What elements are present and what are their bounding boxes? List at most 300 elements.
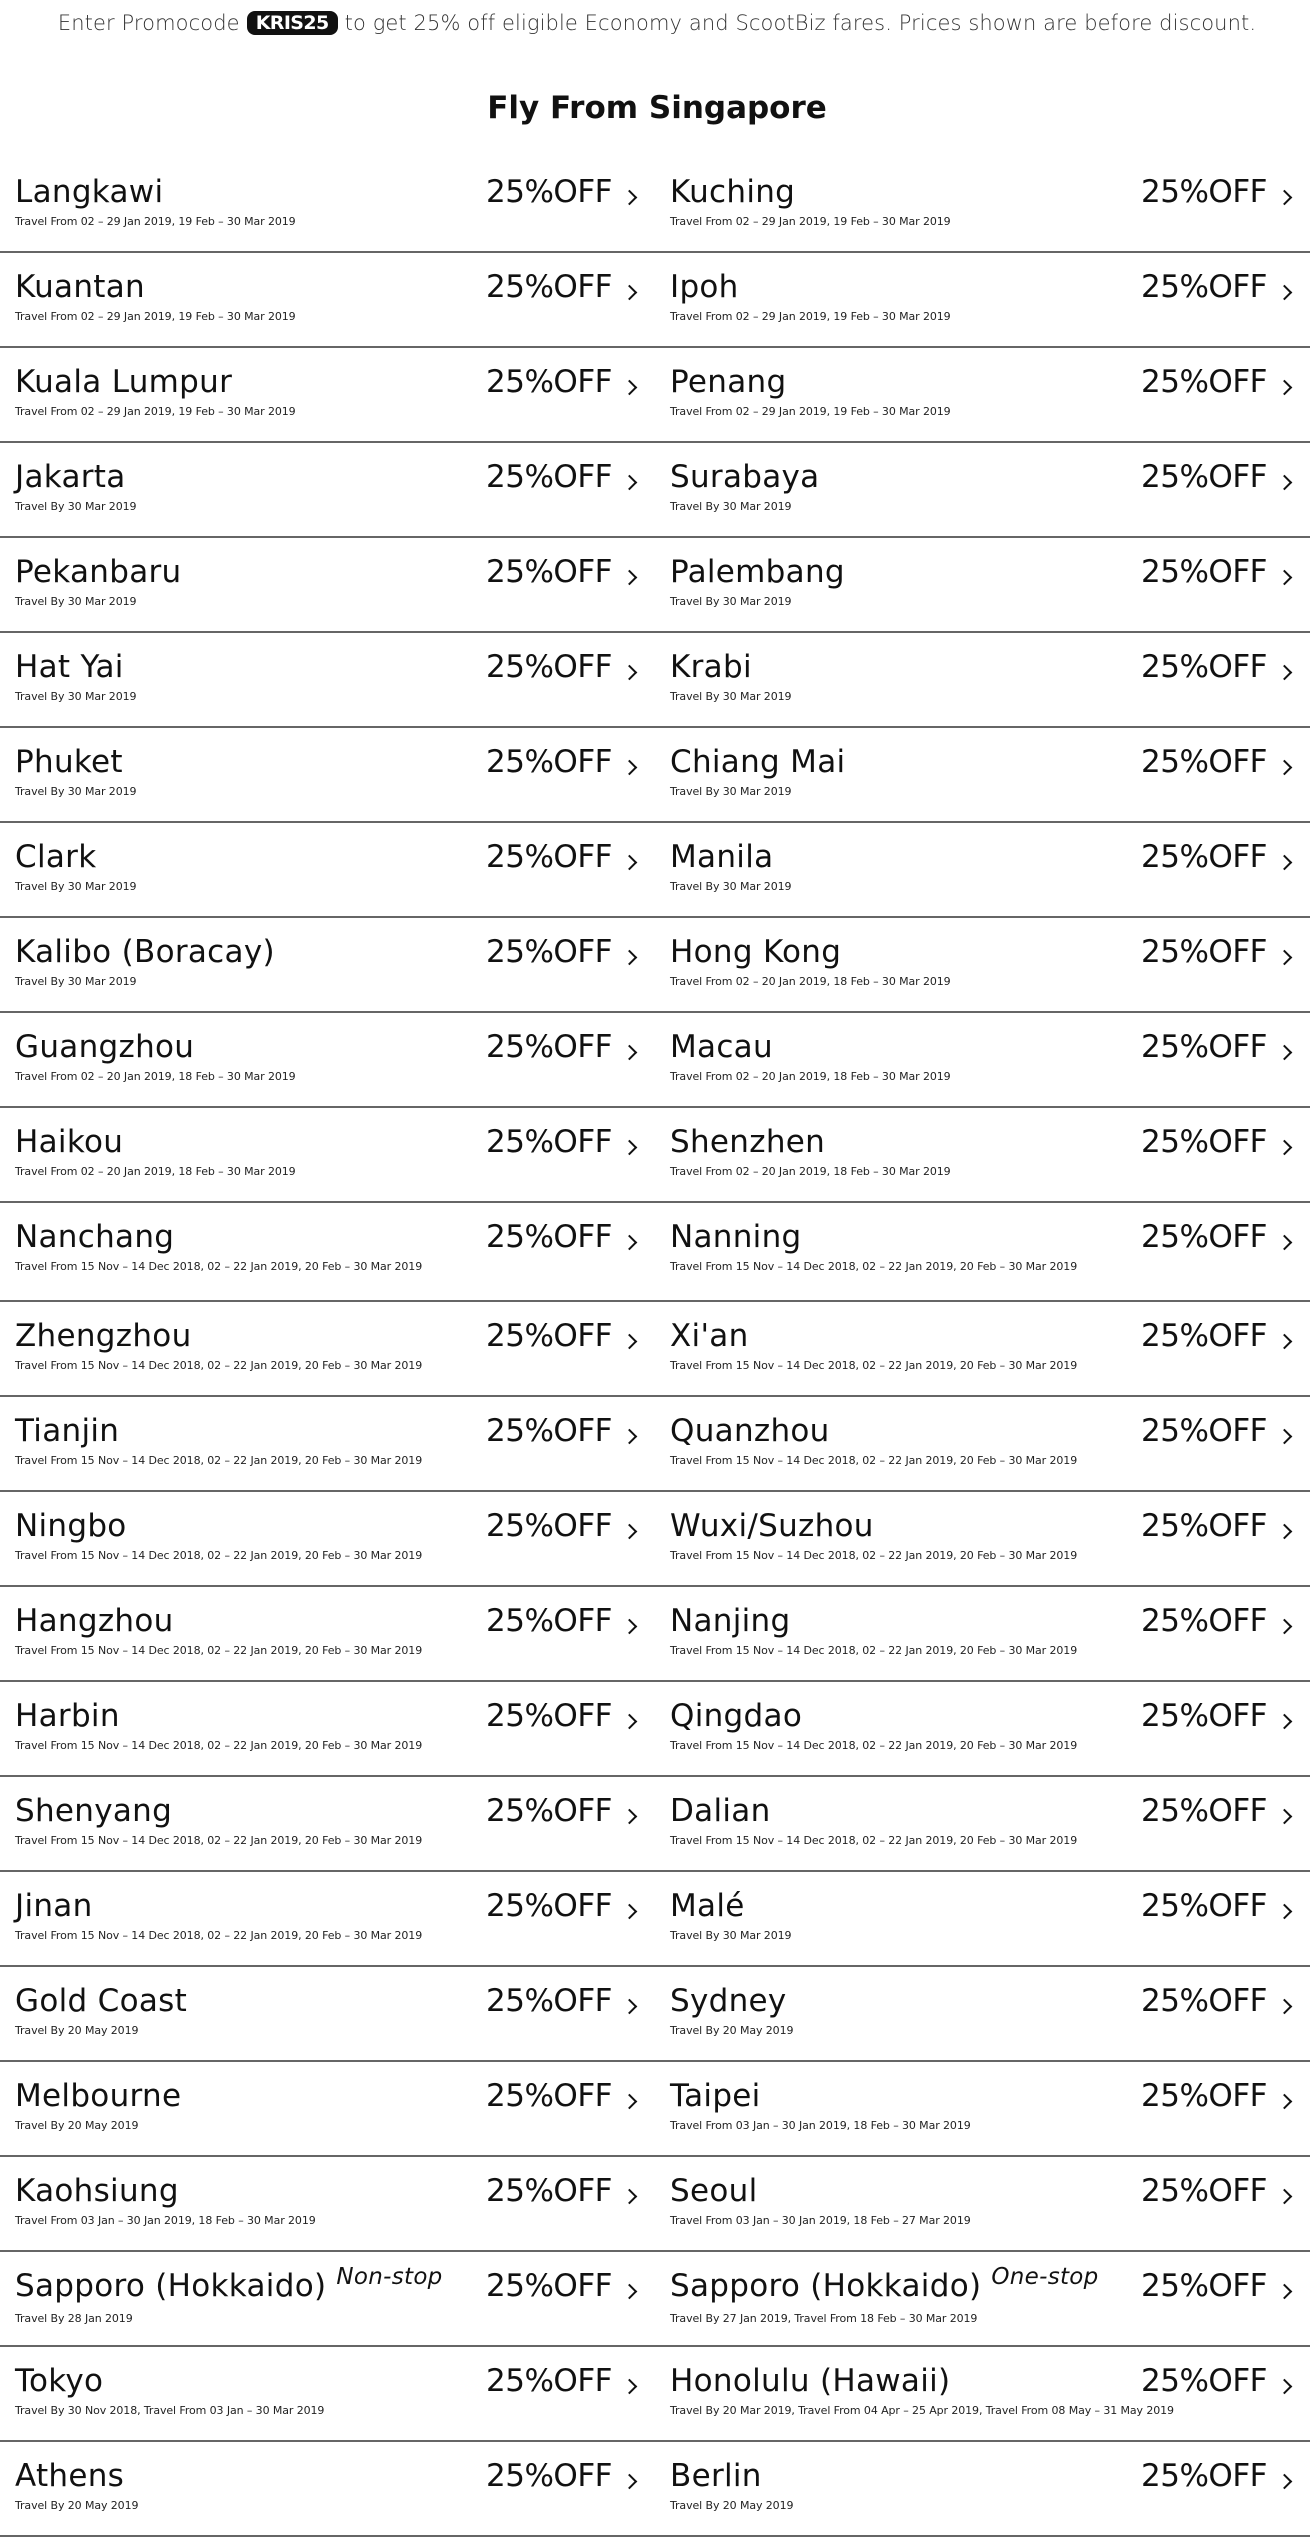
discount-link[interactable] [486, 2172, 635, 2210]
destination-name-text: Wuxi/Suzhou [670, 1508, 874, 1544]
discount-label: 25%OFF [486, 1793, 612, 1829]
destination-card[interactable] [655, 633, 1310, 726]
promocode-badge: KRIS25 [247, 11, 338, 35]
chevron-right-icon [622, 1903, 638, 1919]
chevron-right-icon [622, 189, 638, 205]
destination-card[interactable] [0, 1397, 655, 1490]
destination-row [0, 538, 1310, 633]
destination-name-text: Taipei [670, 2078, 761, 2114]
discount-link[interactable] [486, 1317, 635, 1355]
discount-label: 25%OFF [486, 2458, 612, 2494]
destination-card[interactable] [655, 1203, 1310, 1300]
discount-label: 25%OFF [486, 554, 612, 590]
discount-label: 25%OFF [486, 1413, 612, 1449]
destination-row [0, 918, 1310, 1013]
travel-dates: Travel By 20 May 2019 [670, 2499, 794, 2512]
destination-card[interactable] [0, 918, 655, 1011]
travel-dates: Travel From 03 Jan – 30 Jan 2019, 18 Feb – 27 Mar 2019 [670, 2214, 971, 2227]
destination-name-text: Ipoh [670, 269, 739, 305]
chevron-right-icon [622, 2473, 638, 2489]
destination-name-text: Haikou [15, 1124, 124, 1160]
destination-name-text: Qingdao [670, 1698, 803, 1734]
chevron-right-icon [622, 2093, 638, 2109]
destination-card[interactable] [0, 2252, 655, 2345]
discount-label: 25%OFF [1141, 1413, 1267, 1449]
destination-name-text: Nanjing [670, 1603, 791, 1639]
chevron-right-icon [1277, 284, 1293, 300]
discount-link[interactable] [1141, 1697, 1290, 1735]
destination-card[interactable] [655, 2252, 1310, 2345]
chevron-right-icon [1277, 2093, 1293, 2109]
destination-row [0, 1302, 1310, 1397]
discount-label: 25%OFF [1141, 1698, 1267, 1734]
discount-link[interactable] [486, 1028, 635, 1066]
travel-dates: Travel By 30 Mar 2019 [15, 595, 137, 608]
discount-link[interactable] [1141, 933, 1290, 971]
travel-dates: Travel From 15 Nov – 14 Dec 2018, 02 – 22 Jan 2019, 20 Feb – 30 Mar 2019 [15, 1454, 423, 1467]
destination-name-text: Berlin [670, 2458, 762, 2494]
destination-card[interactable] [655, 1108, 1310, 1201]
destination-card[interactable] [655, 1013, 1310, 1106]
chevron-right-icon [1277, 189, 1293, 205]
travel-dates: Travel From 02 – 20 Jan 2019, 18 Feb – 30 Mar 2019 [670, 975, 951, 988]
discount-link[interactable] [1141, 1317, 1290, 1355]
destination-card[interactable] [655, 2442, 1310, 2535]
destination-card[interactable] [655, 158, 1310, 251]
discount-label: 25%OFF [1141, 1219, 1267, 1255]
destination-name-text: Quanzhou [670, 1413, 830, 1449]
discount-label: 25%OFF [486, 1888, 612, 1924]
destination-card[interactable] [655, 2157, 1310, 2250]
travel-dates: Travel By 30 Mar 2019 [670, 500, 792, 513]
destination-row [0, 1587, 1310, 1682]
discount-label: 25%OFF [486, 1983, 612, 2019]
destination-row [0, 1108, 1310, 1203]
travel-dates: Travel From 15 Nov – 14 Dec 2018, 02 – 22 Jan 2019, 20 Feb – 30 Mar 2019 [15, 1260, 423, 1273]
discount-label: 25%OFF [1141, 269, 1267, 305]
chevron-right-icon [1277, 2378, 1293, 2394]
discount-label: 25%OFF [1141, 934, 1267, 970]
travel-dates: Travel From 03 Jan – 30 Jan 2019, 18 Feb – 30 Mar 2019 [15, 2214, 316, 2227]
chevron-right-icon [1277, 2283, 1293, 2299]
destination-name-text: Palembang [670, 554, 845, 590]
destination-name-text: Xi'an [670, 1318, 749, 1354]
chevron-right-icon [1277, 379, 1293, 395]
promo-suffix: to get 25% off eligible Economy and ScootBiz fares. Prices shown are before discount. [344, 11, 1257, 35]
travel-dates: Travel From 02 – 29 Jan 2019, 19 Feb – 30 Mar 2019 [15, 310, 296, 323]
travel-dates: Travel From 02 – 29 Jan 2019, 19 Feb – 30 Mar 2019 [670, 310, 951, 323]
discount-link[interactable] [486, 268, 635, 306]
chevron-right-icon [622, 569, 638, 585]
discount-label: 25%OFF [486, 459, 612, 495]
destination-card[interactable] [655, 443, 1310, 536]
discount-label: 25%OFF [486, 1698, 612, 1734]
chevron-right-icon [622, 474, 638, 490]
chevron-right-icon [1277, 1998, 1293, 2014]
destination-row [0, 2062, 1310, 2157]
discount-link[interactable] [1141, 1507, 1290, 1545]
destination-card[interactable] [0, 1108, 655, 1201]
travel-dates: Travel By 30 Mar 2019 [670, 690, 792, 703]
destination-name-text: Phuket [15, 744, 123, 780]
travel-dates: Travel By 30 Mar 2019 [670, 1929, 792, 1942]
destination-name-text: Hong Kong [670, 934, 842, 970]
travel-dates: Travel By 20 Mar 2019, Travel From 04 Apr – 25 Apr 2019, Travel From 08 May – 31 May 2019 [670, 2404, 1174, 2417]
chevron-right-icon [1277, 1044, 1293, 1060]
discount-label: 25%OFF [1141, 1888, 1267, 1924]
destinations-grid [0, 158, 1314, 2537]
destination-card[interactable] [0, 443, 655, 536]
discount-label: 25%OFF [1141, 2363, 1267, 2399]
discount-link[interactable] [486, 1218, 635, 1256]
destination-name-text: Nanchang [15, 1219, 175, 1255]
travel-dates: Travel By 30 Mar 2019 [670, 785, 792, 798]
chevron-right-icon [622, 2378, 638, 2394]
discount-link[interactable] [486, 1697, 635, 1735]
destination-name-text: Ningbo [15, 1508, 127, 1544]
destination-card[interactable] [0, 1872, 655, 1965]
travel-dates: Travel From 02 – 20 Jan 2019, 18 Feb – 30 Mar 2019 [670, 1165, 951, 1178]
discount-label: 25%OFF [486, 2363, 612, 2399]
chevron-right-icon [622, 854, 638, 870]
destination-card[interactable] [655, 253, 1310, 346]
destination-name-text: Shenyang [15, 1793, 173, 1829]
discount-link[interactable] [1141, 1982, 1290, 2020]
chevron-right-icon [622, 1618, 638, 1634]
destination-name-text: Kaohsiung [15, 2173, 179, 2209]
discount-link[interactable] [1141, 1123, 1290, 1161]
discount-link[interactable] [1141, 1218, 1290, 1256]
chevron-right-icon [1277, 2188, 1293, 2204]
destination-name-text: Honolulu (Hawaii) [670, 2363, 951, 2399]
destination-card[interactable] [655, 538, 1310, 631]
discount-link[interactable] [486, 2267, 635, 2305]
destination-card[interactable] [0, 1587, 655, 1680]
destination-row [0, 1397, 1310, 1492]
destination-card[interactable] [655, 1587, 1310, 1680]
travel-dates: Travel From 15 Nov – 14 Dec 2018, 02 – 22 Jan 2019, 20 Feb – 30 Mar 2019 [670, 1454, 1078, 1467]
chevron-right-icon [622, 1044, 638, 1060]
chevron-right-icon [622, 1333, 638, 1349]
destination-name-text: Surabaya [670, 459, 820, 495]
destination-card[interactable] [0, 158, 655, 251]
chevron-right-icon [1277, 1713, 1293, 1729]
discount-link[interactable] [1141, 363, 1290, 401]
chevron-right-icon [1277, 1333, 1293, 1349]
chevron-right-icon [622, 1428, 638, 1444]
travel-dates: Travel By 30 Mar 2019 [15, 500, 137, 513]
destination-name-text: Tianjin [15, 1413, 120, 1449]
chevron-right-icon [1277, 949, 1293, 965]
discount-label: 25%OFF [1141, 174, 1267, 210]
destination-name-text: Macau [670, 1029, 773, 1065]
discount-link[interactable] [1141, 1412, 1290, 1450]
discount-label: 25%OFF [1141, 2078, 1267, 2114]
travel-dates: Travel From 15 Nov – 14 Dec 2018, 02 – 22 Jan 2019, 20 Feb – 30 Mar 2019 [15, 1549, 423, 1562]
destination-name-text: Athens [15, 2458, 125, 2494]
travel-dates: Travel By 30 Nov 2018, Travel From 03 Jan – 30 Mar 2019 [15, 2404, 325, 2417]
travel-dates: Travel By 30 Mar 2019 [15, 975, 137, 988]
promo-prefix: Enter Promocode [57, 11, 240, 35]
destination-card[interactable] [655, 918, 1310, 1011]
chevron-right-icon [1277, 759, 1293, 775]
discount-label: 25%OFF [486, 174, 612, 210]
destination-card[interactable] [655, 1777, 1310, 1870]
discount-label: 25%OFF [486, 744, 612, 780]
destination-card[interactable] [0, 728, 655, 821]
discount-link[interactable] [486, 838, 635, 876]
discount-link[interactable] [486, 173, 635, 211]
destination-card[interactable] [655, 1492, 1310, 1585]
discount-link[interactable] [486, 1412, 635, 1450]
travel-dates: Travel From 15 Nov – 14 Dec 2018, 02 – 22 Jan 2019, 20 Feb – 30 Mar 2019 [670, 1644, 1078, 1657]
discount-link[interactable] [1141, 2362, 1290, 2400]
destination-card[interactable] [655, 1302, 1310, 1395]
discount-label: 25%OFF [1141, 649, 1267, 685]
travel-dates: Travel By 30 Mar 2019 [670, 595, 792, 608]
destination-name-text: Jakarta [15, 459, 126, 495]
discount-label: 25%OFF [486, 934, 612, 970]
destination-name-text: Manila [670, 839, 774, 875]
destination-row [0, 1777, 1310, 1872]
destination-card[interactable] [0, 1302, 655, 1395]
destination-name-text: Malé [670, 1888, 745, 1924]
discount-label: 25%OFF [1141, 744, 1267, 780]
discount-link[interactable] [486, 2077, 635, 2115]
chevron-right-icon [622, 2283, 638, 2299]
chevron-right-icon [622, 759, 638, 775]
destination-name-text: Gold Coast [15, 1983, 188, 2019]
discount-link[interactable] [486, 1982, 635, 2020]
destination-row [0, 1203, 1310, 1302]
discount-link[interactable] [1141, 1602, 1290, 1640]
discount-link[interactable] [1141, 2457, 1290, 2495]
destination-name-text: Jinan [15, 1888, 93, 1924]
chevron-right-icon [622, 2188, 638, 2204]
destination-card[interactable] [0, 2442, 655, 2535]
discount-label: 25%OFF [1141, 1318, 1267, 1354]
discount-label: 25%OFF [1141, 1124, 1267, 1160]
destination-card[interactable] [0, 348, 655, 441]
discount-link[interactable] [486, 553, 635, 591]
discount-label: 25%OFF [486, 2173, 612, 2209]
chevron-right-icon [1277, 474, 1293, 490]
destination-row [0, 1967, 1310, 2062]
travel-dates: Travel From 02 – 20 Jan 2019, 18 Feb – 30 Mar 2019 [670, 1070, 951, 1083]
discount-label: 25%OFF [486, 839, 612, 875]
destination-card[interactable] [0, 253, 655, 346]
destination-name-text: Dalian [670, 1793, 771, 1829]
travel-dates: Travel From 15 Nov – 14 Dec 2018, 02 – 22 Jan 2019, 20 Feb – 30 Mar 2019 [15, 1359, 423, 1372]
travel-dates: Travel From 02 – 20 Jan 2019, 18 Feb – 30 Mar 2019 [15, 1165, 296, 1178]
discount-label: 25%OFF [486, 2268, 612, 2304]
discount-label: 25%OFF [486, 364, 612, 400]
discount-link[interactable] [1141, 838, 1290, 876]
destination-row [0, 253, 1310, 348]
discount-link[interactable] [1141, 648, 1290, 686]
discount-label: 25%OFF [1141, 459, 1267, 495]
destination-row [0, 1872, 1310, 1967]
destination-name-text: Hat Yai [15, 649, 124, 685]
discount-label: 25%OFF [486, 1219, 612, 1255]
chevron-right-icon [622, 1713, 638, 1729]
destination-name-text: Kuantan [15, 269, 145, 305]
discount-link[interactable] [1141, 553, 1290, 591]
travel-dates: Travel By 30 Mar 2019 [670, 880, 792, 893]
travel-dates: Travel By 28 Jan 2019 [15, 2312, 133, 2325]
discount-link[interactable] [486, 363, 635, 401]
destination-card[interactable] [655, 2347, 1310, 2440]
destination-name-text: Shenzhen [670, 1124, 826, 1160]
travel-dates: Travel By 30 Mar 2019 [15, 880, 137, 893]
destination-name-text: Harbin [15, 1698, 120, 1734]
destination-row [0, 728, 1310, 823]
destination-name-text: Langkawi [15, 174, 164, 210]
destination-row [0, 158, 1310, 253]
travel-dates: Travel By 30 Mar 2019 [15, 690, 137, 703]
destination-name-text: Zhengzhou [15, 1318, 192, 1354]
discount-link[interactable] [1141, 1792, 1290, 1830]
discount-link[interactable] [1141, 458, 1290, 496]
chevron-right-icon [1277, 1618, 1293, 1634]
destination-card[interactable] [655, 1872, 1310, 1965]
destination-row [0, 823, 1310, 918]
chevron-right-icon [622, 1808, 638, 1824]
destination-row [0, 348, 1310, 443]
destination-row [0, 2157, 1310, 2252]
destination-name-text: Melbourne [15, 2078, 182, 2114]
travel-dates: Travel From 15 Nov – 14 Dec 2018, 02 – 22 Jan 2019, 20 Feb – 30 Mar 2019 [670, 1549, 1078, 1562]
discount-label: 25%OFF [1141, 1029, 1267, 1065]
destination-card[interactable] [0, 633, 655, 726]
destination-card[interactable] [0, 1203, 655, 1300]
destination-name-text: Kuala Lumpur [15, 364, 233, 400]
discount-label: 25%OFF [1141, 364, 1267, 400]
destination-card[interactable] [0, 1777, 655, 1870]
travel-dates: Travel From 15 Nov – 14 Dec 2018, 02 – 22 Jan 2019, 20 Feb – 30 Mar 2019 [15, 1834, 423, 1847]
chevron-right-icon [622, 949, 638, 965]
destination-card[interactable] [0, 1967, 655, 2060]
destination-name-text: Nanning [670, 1219, 802, 1255]
destination-card[interactable] [0, 2157, 655, 2250]
discount-label: 25%OFF [486, 1603, 612, 1639]
travel-dates: Travel By 20 May 2019 [15, 2024, 139, 2037]
discount-link[interactable] [1141, 268, 1290, 306]
discount-link[interactable] [486, 648, 635, 686]
discount-label: 25%OFF [1141, 554, 1267, 590]
discount-link[interactable] [486, 2362, 635, 2400]
discount-link[interactable] [1141, 1028, 1290, 1066]
discount-label: 25%OFF [486, 1029, 612, 1065]
destination-name-text: Pekanbaru [15, 554, 182, 590]
discount-link[interactable] [486, 2457, 635, 2495]
chevron-right-icon [1277, 1808, 1293, 1824]
chevron-right-icon [1277, 569, 1293, 585]
destination-card[interactable] [655, 728, 1310, 821]
discount-link[interactable] [1141, 2077, 1290, 2115]
chevron-right-icon [1277, 664, 1293, 680]
chevron-right-icon [622, 284, 638, 300]
travel-dates: Travel From 15 Nov – 14 Dec 2018, 02 – 22 Jan 2019, 20 Feb – 30 Mar 2019 [670, 1834, 1078, 1847]
travel-dates: Travel From 02 – 29 Jan 2019, 19 Feb – 30 Mar 2019 [15, 215, 296, 228]
chevron-right-icon [622, 1139, 638, 1155]
discount-label: 25%OFF [1141, 1508, 1267, 1544]
destination-card[interactable] [655, 348, 1310, 441]
destination-name-text: Sapporo (Hokkaido) [15, 2268, 327, 2304]
travel-dates: Travel From 15 Nov – 14 Dec 2018, 02 – 22 Jan 2019, 20 Feb – 30 Mar 2019 [15, 1739, 423, 1752]
discount-link[interactable] [486, 743, 635, 781]
travel-dates: Travel By 30 Mar 2019 [15, 785, 137, 798]
destination-card[interactable] [0, 823, 655, 916]
destination-name-text: Clark [15, 839, 97, 875]
travel-dates: Travel From 02 – 20 Jan 2019, 18 Feb – 30 Mar 2019 [15, 1070, 296, 1083]
travel-dates: Travel From 03 Jan – 30 Jan 2019, 18 Feb – 30 Mar 2019 [670, 2119, 971, 2132]
discount-link[interactable] [1141, 173, 1290, 211]
travel-dates: Travel By 20 May 2019 [15, 2119, 139, 2132]
discount-link[interactable] [486, 1602, 635, 1640]
discount-link[interactable] [486, 933, 635, 971]
travel-dates: Travel By 20 May 2019 [670, 2024, 794, 2037]
destination-card[interactable] [0, 1682, 655, 1775]
travel-dates: Travel From 15 Nov – 14 Dec 2018, 02 – 22 Jan 2019, 20 Feb – 30 Mar 2019 [670, 1359, 1078, 1372]
destination-card[interactable] [655, 1682, 1310, 1775]
destination-name-text: Hangzhou [15, 1603, 174, 1639]
destination-row [0, 1013, 1310, 1108]
destination-name-text: Kuching [670, 174, 796, 210]
destination-card[interactable] [0, 2347, 655, 2440]
chevron-right-icon [1277, 854, 1293, 870]
discount-link[interactable] [1141, 743, 1290, 781]
destination-card[interactable] [655, 1397, 1310, 1490]
discount-label: 25%OFF [1141, 1793, 1267, 1829]
discount-link[interactable] [1141, 2267, 1290, 2305]
destination-card[interactable] [655, 823, 1310, 916]
destination-name-text: Tokyo [15, 2363, 104, 2399]
travel-dates: Travel From 15 Nov – 14 Dec 2018, 02 – 22 Jan 2019, 20 Feb – 30 Mar 2019 [670, 1260, 1078, 1273]
travel-dates: Travel By 20 May 2019 [15, 2499, 139, 2512]
discount-link[interactable] [486, 1792, 635, 1830]
discount-link[interactable] [486, 1507, 635, 1545]
travel-dates: Travel From 15 Nov – 14 Dec 2018, 02 – 22 Jan 2019, 20 Feb – 30 Mar 2019 [15, 1644, 423, 1657]
discount-label: 25%OFF [1141, 2268, 1267, 2304]
destination-card[interactable] [655, 1967, 1310, 2060]
discount-link[interactable] [486, 1123, 635, 1161]
destination-row [0, 1492, 1310, 1587]
discount-label: 25%OFF [486, 649, 612, 685]
travel-dates: Travel From 15 Nov – 14 Dec 2018, 02 – 22 Jan 2019, 20 Feb – 30 Mar 2019 [670, 1739, 1078, 1752]
route-type-tag: One-stop [991, 2264, 1099, 2290]
discount-label: 25%OFF [1141, 1983, 1267, 2019]
destination-card[interactable] [0, 2062, 655, 2155]
destination-card[interactable] [0, 538, 655, 631]
discount-link[interactable] [1141, 2172, 1290, 2210]
chevron-right-icon [622, 1998, 638, 2014]
discount-label: 25%OFF [486, 1124, 612, 1160]
chevron-right-icon [622, 1523, 638, 1539]
discount-link[interactable] [486, 458, 635, 496]
chevron-right-icon [622, 664, 638, 680]
discount-link[interactable] [486, 1887, 635, 1925]
page-title: Fly From Singapore [487, 90, 827, 126]
destination-card[interactable] [655, 2062, 1310, 2155]
destination-card[interactable] [0, 1013, 655, 1106]
discount-link[interactable] [1141, 1887, 1290, 1925]
destination-name-text: Seoul [670, 2173, 758, 2209]
destination-card[interactable] [0, 1492, 655, 1585]
discount-label: 25%OFF [486, 1508, 612, 1544]
chevron-right-icon [1277, 2473, 1293, 2489]
destination-name-text: Sydney [670, 1983, 787, 2019]
